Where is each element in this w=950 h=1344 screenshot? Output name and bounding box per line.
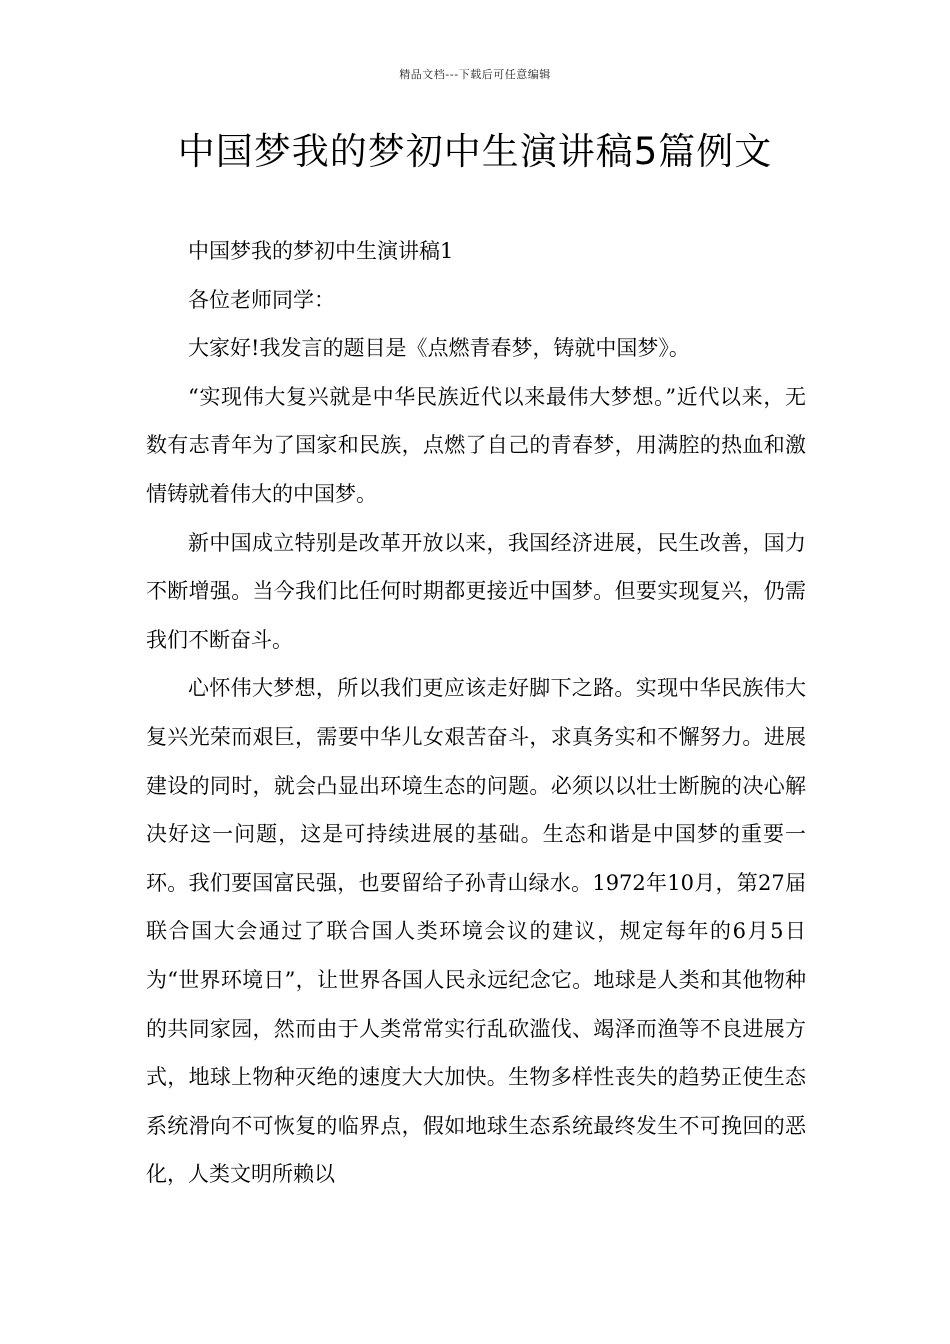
body-paragraph: “实现伟大复兴就是中华民族近代以来最伟大梦想。”近代以来，无数有志青年为了国家和民族，点燃了自己的青春梦，用满腔的热血和激情铸就着伟大的中国梦。: [146, 384, 806, 506]
document-title: 中国梦我的梦初中生演讲稿5篇例文: [177, 130, 773, 173]
document-body: [146, 227, 806, 1199]
salutation: 各位老师同学：: [188, 287, 335, 312]
header-note: 精品文档---下载后可任意编辑: [399, 68, 551, 81]
body-paragraph: 新中国成立特别是改革开放以来，我国经济进展，民生改善，国力不断增强。当今我们比任何时期都更接近中国梦。但要实现复兴，仍需我们不断奋斗。: [146, 530, 806, 652]
speech-heading: 中国梦我的梦初中生演讲稿1: [188, 239, 454, 263]
body-paragraph: 心怀伟大梦想，所以我们更应该走好脚下之路。实现中华民族伟大复兴光荣而艰巨，需要中华儿女艰苦奋斗，求真务实和不懈努力。进展建设的同时，就会凸显出环境生态的问题。必须以以壮士断腕的决心解决好这一问题，这是可持续进展的基础。生态和谐是中国梦的重要一环。我们要国富民强，也要留给子孙青山绿水。1972年10月，第27届联合国大会通过了联合国人类环境会议的建议，规定每年的6月5日为“世界环境日”，让世界各国人民永远纪念它。地球是人类和其他物种的共同家园，然而由于人类常常实行乱砍滥伐、竭泽而渔等不良进展方式，地球上物种灭绝的速度大大加快。生物多样性丧失的趋势正使生态系统滑向不可恢复的临界点，假如地球生态系统最终发生不可挽回的恶化，人类文明所赖以: [146, 676, 806, 1187]
greeting-paragraph: 大家好!我发言的题目是《点燃青春梦，铸就中国梦》。: [188, 336, 690, 361]
